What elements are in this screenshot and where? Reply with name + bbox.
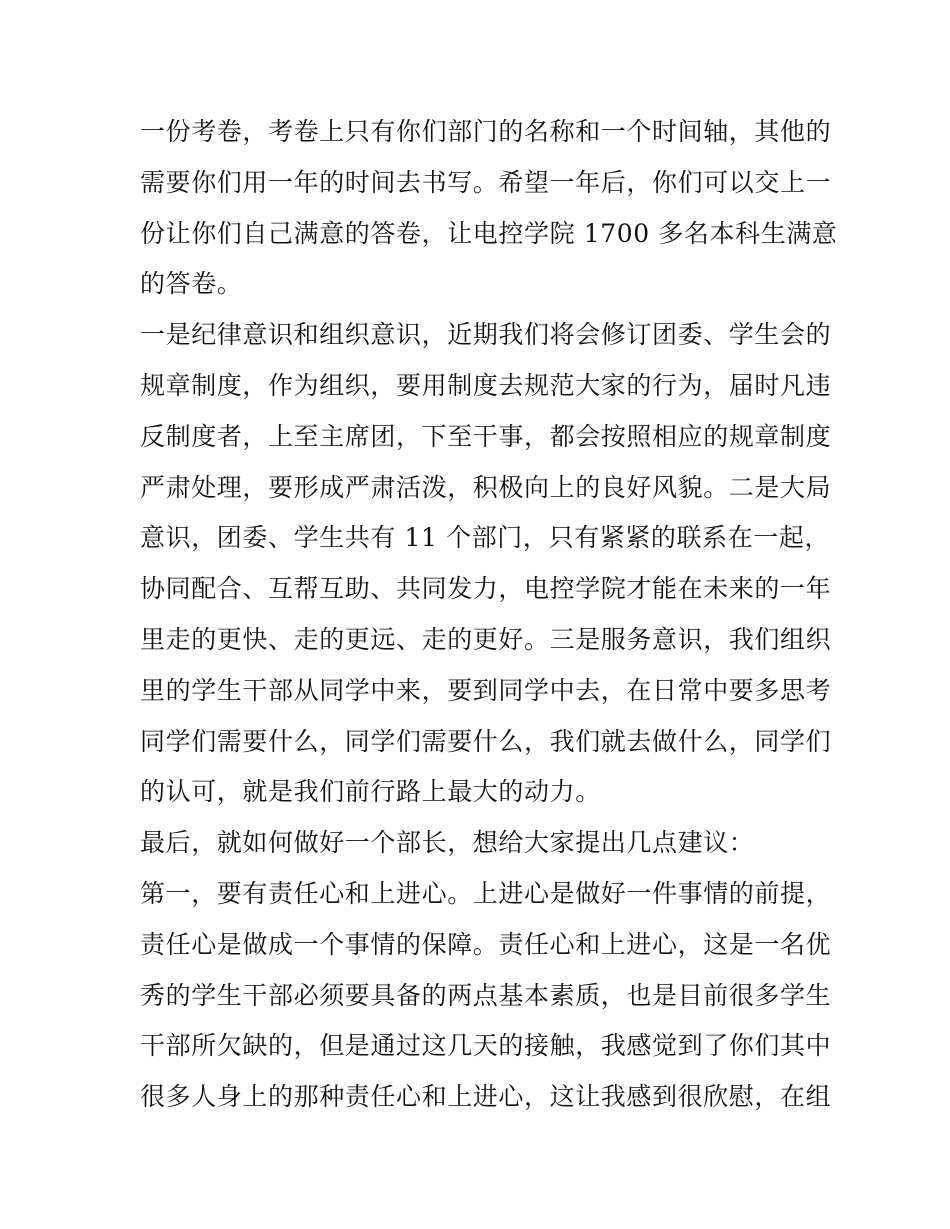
text-line: 干部所欠缺的，但是通过这几天的接触，我感觉到了你们其中 (140, 1031, 832, 1061)
text-line: 里走的更快、走的更远、走的更好。三是服务意识，我们组织 (140, 624, 832, 654)
text-line: 一是纪律意识和组织意识，近期我们将会修订团委、学生会的 (140, 320, 832, 350)
text-line: 秀的学生干部必须要具备的两点基本素质，也是目前很多学生 (140, 980, 832, 1010)
text-line: 第一，要有责任心和上进心。上进心是做好一件事情的前提， (140, 878, 832, 908)
text-line: 里的学生干部从同学中来，要到同学中去，在日常中要多思考 (140, 675, 832, 705)
text-line: 同学们需要什么，同学们需要什么，我们就去做什么，同学们 (140, 726, 832, 756)
text-line: 的认可，就是我们前行路上最大的动力。 (140, 777, 601, 807)
text-line: 协同配合、互帮互助、共同发力，电控学院才能在未来的一年 (140, 574, 832, 604)
text-line: 很多人身上的那种责任心和上进心，这让我感到很欣慰，在组 (140, 1082, 832, 1112)
text-line: 最后，就如何做好一个部长，想给大家提出几点建议： (140, 828, 755, 858)
text-line: 规章制度，作为组织，要用制度去规范大家的行为，届时凡违 (140, 370, 832, 400)
document-body (140, 107, 838, 1123)
text-line: 意识，团委、学生共有 11 个部门，只有紧紧的联系在一起， (140, 523, 831, 553)
text-line: 一份考卷，考卷上只有你们部门的名称和一个时间轴，其他的 (140, 117, 832, 146)
text-line: 份让你们自己满意的答卷，让电控学院 1700 多名本科生满意 (140, 218, 838, 248)
text-line: 需要你们用一年的时间去书写。希望一年后，你们可以交上一 (140, 167, 832, 197)
text-line: 严肃处理，要形成严肃活泼，积极向上的良好风貌。二是大局 (140, 472, 832, 502)
text-line: 责任心是做成一个事情的保障。责任心和上进心，这是一名优 (140, 929, 832, 959)
text-line: 反制度者，上至主席团，下至干事，都会按照相应的规章制度 (140, 421, 832, 451)
text-line: 的答卷。 (140, 269, 243, 299)
